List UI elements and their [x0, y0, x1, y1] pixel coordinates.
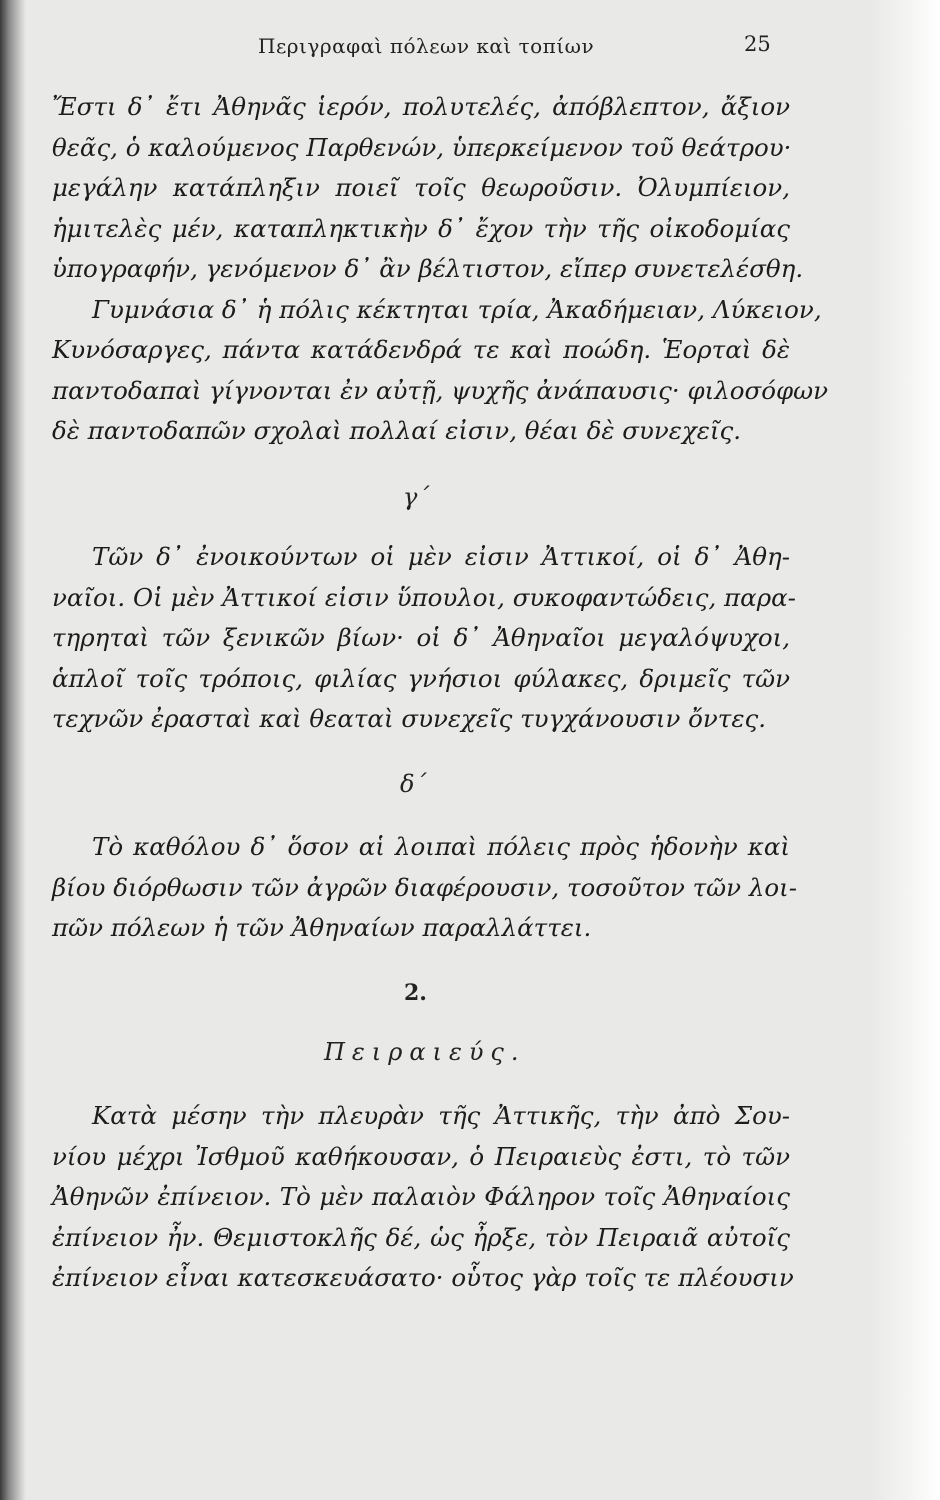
text-line: Γυμνάσια δ᾽ ἡ πόλις κέκτηται τρία, Ἀκαδήμειαν, Λύκειον,: [92, 294, 822, 324]
paragraph-athena-temples: [52, 87, 829, 452]
paragraph-comparison: [52, 827, 798, 949]
binding-shadow: [0, 0, 26, 1500]
text-line: Ἔστι δ᾽ ἔτι Ἀθηνᾶς ἱερόν, πολυτελές, ἀπόβλεπτον, ἄξιον: [52, 92, 790, 121]
paragraph-inhabitants: [52, 537, 796, 740]
text-line: ἐπίνειον εἶναι κατεσκευάσατο· οὗτος γὰρ τοῖς τε πλέουσιν: [52, 1263, 794, 1292]
chapter-number: 2.: [404, 980, 427, 1006]
text-line: ὑπογραφήν, γενόμενον δ᾽ ἂν βέλτιστον, εἴπερ συνετελέσθη.: [52, 254, 804, 283]
text-line: Ἀθηνῶν ἐπίνειον. Τὸ μὲν παλαιὸν Φάληρον τοῖς Ἀθηναίοις: [52, 1182, 790, 1211]
text-line: μεγάλην κατάπληξιν ποιεῖ τοῖς θεωροῦσιν. Ὀλυμπίειον,: [52, 173, 790, 202]
text-line: Τῶν δ᾽ ἐνοικούντων οἱ μὲν εἰσιν Ἀττικοί, οἱ δ᾽ Ἀθη-: [92, 542, 790, 571]
text-line: νίου μέχρι Ἰσθμοῦ καθήκουσαν, ὁ Πειραιεὺς ἐστι, τὸ τῶν: [52, 1141, 790, 1171]
section-gamma-heading: γ΄: [403, 483, 430, 511]
chapter-title: Πειραιεύς.: [324, 1038, 526, 1066]
text-line: Τὸ καθόλου δ᾽ ὅσον αἱ λοιπαὶ πόλεις πρὸς ἡδονὴν καὶ: [92, 832, 790, 861]
section-delta-heading: δ΄: [400, 770, 427, 798]
paragraph-piraeus: [52, 1096, 794, 1299]
running-head: Περιγραφαὶ πόλεων καὶ τοπίων: [258, 34, 595, 58]
text-line: ναῖοι. Οἱ μὲν Ἀττικοί εἰσιν ὕπουλοι, συκοφαντώδεις, παρα-: [52, 582, 796, 612]
text-line: παντοδαπαὶ γίγνονται ἐν αὐτῇ, ψυχῆς ἀνάπαυσις· φιλοσόφων: [52, 375, 829, 405]
text-line: ἐπίνειον ἦν. Θεμιστοκλῆς δέ, ὡς ἦρξε, τὸν Πειραιᾶ αὐτοῖς: [52, 1222, 790, 1252]
text-line: ἡμιτελὲς μέν, καταπληκτικὴν δ᾽ ἔχον τὴν τῆς οἰκοδομίας: [52, 213, 790, 243]
text-line: βίου διόρθωσιν τῶν ἀγρῶν διαφέρουσιν, τοσοῦτον τῶν λοι-: [52, 872, 798, 902]
page-edge: [870, 0, 940, 1500]
text-line: Κατὰ μέσην τὴν πλευρὰν τῆς Ἀττικῆς, τὴν ἀπὸ Σου-: [92, 1101, 790, 1130]
text-line: Κυνόσαργες, πάντα κατάδενδρά τε καὶ ποώδη. Ἑορταὶ δὲ: [52, 335, 790, 364]
text-line: τεχνῶν ἐρασταὶ καὶ θεαταὶ συνεχεῖς τυγχάνουσιν ὄντες.: [52, 704, 767, 733]
text-line: δὲ παντοδαπῶν σχολαὶ πολλαί εἰσιν, θέαι δὲ συνεχεῖς.: [52, 416, 742, 445]
text-line: ἁπλοῖ τοῖς τρόποις, φιλίας γνήσιοι φύλακες, δριμεῖς τῶν: [52, 663, 790, 693]
page-number: 25: [744, 32, 771, 56]
text-line: πῶν πόλεων ἡ τῶν Ἀθηναίων παραλλάττει.: [52, 913, 592, 942]
text-line: θεᾶς, ὁ καλούμενος Παρθενών, ὑπερκείμενον τοῦ θεάτρου·: [52, 132, 792, 162]
text-line: τηρηταὶ τῶν ξενικῶν βίων· οἱ δ᾽ Ἀθηναῖοι μεγαλόψυχοι,: [52, 623, 790, 652]
